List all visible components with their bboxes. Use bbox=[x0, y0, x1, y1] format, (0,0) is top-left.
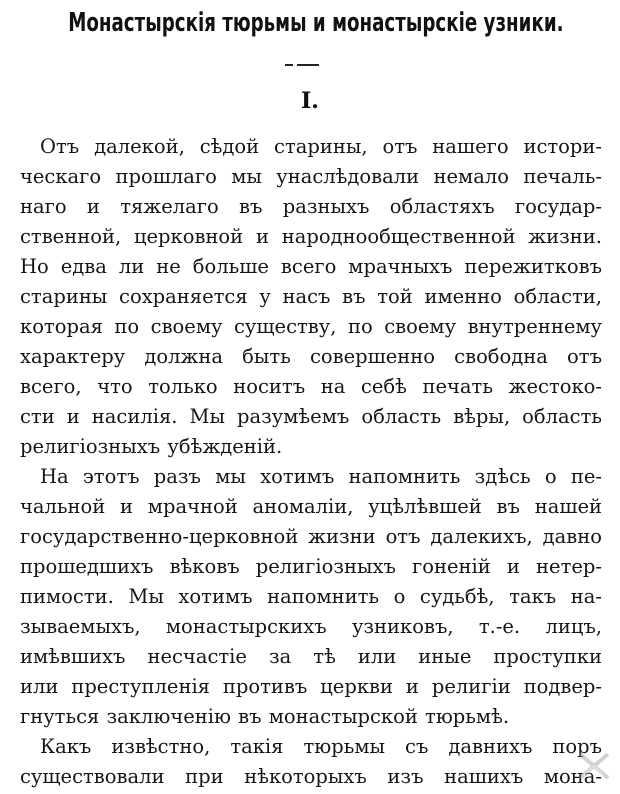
text-line: имѣвшихъ несчастіе за тѣ или иные проступки bbox=[20, 645, 602, 668]
watermark-logo-icon bbox=[574, 746, 614, 786]
text-line: зываемыхъ, монастырскихъ узниковъ, т.-е. лицъ, bbox=[20, 615, 602, 638]
text-line: государственно-церковной жизни отъ далекихъ, давно bbox=[20, 525, 602, 548]
text-line: гнуться заключенію въ монастырской тюрьмѣ. bbox=[20, 705, 510, 728]
page-title: Монастырскія тюрьмы и монастырскіе узники. bbox=[68, 8, 564, 38]
text-line: Но едва ли не больше всего мрачныхъ пережитковъ bbox=[20, 255, 602, 278]
text-line: или преступленія противъ церкви и религіи подвер- bbox=[20, 675, 602, 698]
text-line: религіозныхъ убѣжденій. bbox=[20, 435, 283, 458]
text-line: старины сохраняется у насъ въ той именно области, bbox=[20, 285, 602, 308]
text-line: прошедшихъ вѣковъ религіозныхъ гоненій и нетер- bbox=[20, 555, 602, 578]
text-line: сти и насилія. Мы разумѣемъ область вѣры, область bbox=[20, 405, 602, 428]
title-divider-short bbox=[285, 64, 293, 66]
text-line: Отъ далекой, сѣдой старины, отъ нашего истори- bbox=[40, 135, 602, 158]
text-line: чальной и мрачной аномаліи, уцѣлѣвшей въ нашей bbox=[20, 495, 602, 518]
title-divider-long bbox=[297, 64, 319, 66]
text-line: всего, что только носитъ на себѣ печать жестоко- bbox=[20, 375, 602, 398]
text-line: которая по своему существу, по своему внутреннему bbox=[20, 315, 602, 338]
text-line: ственной, церковной и народнообщественной жизни. bbox=[20, 225, 602, 248]
text-line: Какъ извѣстно, такія тюрьмы съ давнихъ поръ bbox=[40, 735, 602, 758]
text-line: характеру должна быть совершенно свободна отъ bbox=[20, 345, 602, 368]
text-line: существовали при нѣкоторыхъ изъ нашихъ мона- bbox=[20, 765, 602, 788]
text-line: На этотъ разъ мы хотимъ напомнить здѣсь о пе- bbox=[40, 465, 602, 488]
text-line: ческаго прошлаго мы унаслѣдовали немало печаль- bbox=[20, 165, 602, 188]
section-numeral: I. bbox=[301, 88, 319, 114]
text-line: пимости. Мы хотимъ напомнить о судьбѣ, такъ на- bbox=[20, 585, 602, 608]
text-line: наго и тяжелаго въ разныхъ областяхъ государ- bbox=[20, 195, 602, 218]
